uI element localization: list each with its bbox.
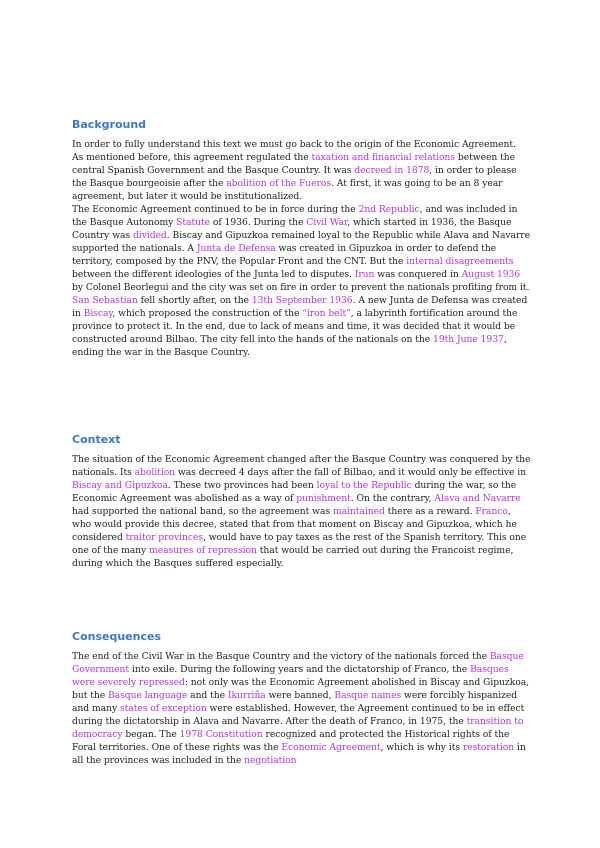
- text-run: were forcibly hispanized and many: [72, 690, 518, 714]
- section-body-consequences: [72, 650, 532, 767]
- section-heading-consequences: Consequences: [72, 630, 161, 643]
- highlighted-term: loyal to the Republic: [316, 480, 412, 491]
- highlighted-term: Basques were severely repressed: [72, 664, 509, 688]
- section-background: [72, 118, 532, 359]
- highlighted-term: restoration: [462, 742, 515, 753]
- highlighted-term: 19th June 1937: [433, 334, 504, 345]
- highlighted-term: transition to democracy: [72, 716, 524, 740]
- highlighted-term: August 1936: [461, 269, 521, 280]
- text-run: , and was included in the Basque Autonomy: [72, 204, 518, 228]
- text-run: , which is why its: [380, 742, 463, 753]
- paragraph: [72, 138, 532, 151]
- section-heading-context: Context: [72, 433, 121, 446]
- highlighted-term: states of exception: [119, 703, 207, 714]
- text-run: fell shortly after, on the: [137, 295, 252, 306]
- text-run: . A new Junta de Defensa was created in: [72, 295, 528, 319]
- text-run: . These two provinces had been: [167, 480, 317, 491]
- section-consequences: [72, 630, 532, 767]
- text-run: As mentioned before, this agreement regulated the: [72, 152, 312, 163]
- text-run: between the different ideologies of the Junta led to disputes.: [72, 269, 355, 280]
- text-run: , which proposed the construction of the: [112, 308, 303, 319]
- text-run: , who would provide this decree, stated that from that moment on Biscay and Gipuzkoa, which he considered: [72, 506, 517, 543]
- text-run: that would be carried out during the Francoist regime, during which the Basques suffered especially.: [72, 545, 514, 569]
- highlighted-term: maintained: [332, 506, 385, 517]
- text-run: was created in Gipuzkoa in order to defend the territory, composed by the PNV, the Popular Front and the CNT. But the: [72, 243, 497, 267]
- highlighted-term: 13th September 1936: [251, 295, 353, 306]
- highlighted-term: Junta de Defensa: [196, 243, 276, 254]
- text-run: of 1936. During the: [209, 217, 307, 228]
- text-run: there as a reward.: [384, 506, 476, 517]
- text-run: . At first, it was going to be an 8 year agreement, but later it would be institutionalized.: [72, 178, 503, 202]
- text-run: by Colonel Beorlegui and the city was set on fire in order to prevent the nationals profiting from it.: [72, 282, 530, 293]
- highlighted-term: Biscay and Gipuzkoa: [72, 480, 168, 491]
- section-heading-background: Background: [72, 118, 147, 131]
- highlighted-term: abolition of the Fueros: [226, 178, 332, 189]
- text-run: . On the contrary,: [350, 493, 435, 504]
- text-run: during the war, so the Economic Agreement was abolished as a way of: [72, 480, 517, 504]
- highlighted-term: 1978 Constitution: [179, 729, 263, 740]
- highlighted-term: 2nd Republic: [358, 204, 420, 215]
- text-run: , would have to pay taxes as the rest of the Spanish territory. This one one of the many: [72, 532, 527, 556]
- highlighted-term: Civil War: [306, 217, 348, 228]
- text-run: in all the provinces was included in the: [72, 742, 526, 766]
- highlighted-term: Ikurriña: [227, 690, 266, 701]
- highlighted-term: Basque Government: [72, 651, 524, 675]
- highlighted-term: punishment: [296, 493, 351, 504]
- section-body-background: [72, 138, 532, 359]
- text-run: The Economic Agreement continued to be in force during the: [72, 204, 359, 215]
- text-run: , ending the war in the Basque Country.: [72, 334, 507, 358]
- text-run: : not only was the Economic Agreement abolished in Biscay and Gipuzkoa, but the: [72, 677, 529, 701]
- highlighted-term: Franco: [475, 506, 508, 517]
- highlighted-term: negotiation: [244, 755, 297, 766]
- paragraph: [72, 151, 532, 203]
- text-run: and the: [187, 690, 228, 701]
- text-run: was conquered in: [374, 269, 462, 280]
- text-run: began. The: [122, 729, 180, 740]
- text-run: , in order to please the Basque bourgeoisie after the: [72, 165, 517, 189]
- text-run: The end of the Civil War in the Basque Country and the victory of the nationals forced the: [72, 651, 490, 662]
- highlighted-term: Basque language: [107, 690, 188, 701]
- highlighted-term: measures of repression: [149, 545, 257, 556]
- text-run: . Biscay and Gipuzkoa remained loyal to the Republic while Alava and Navarre supported the nationals. A: [72, 230, 531, 254]
- highlighted-term: traitor provinces: [125, 532, 203, 543]
- text-run: were banned,: [265, 690, 335, 701]
- text-run: had supported the national band, so the agreement was: [72, 506, 333, 517]
- text-run: into exile. During the following years and the dictatorship of Franco, the: [129, 664, 471, 675]
- highlighted-term: Irun: [354, 269, 375, 280]
- paragraph: [72, 453, 532, 570]
- paragraph: [72, 650, 532, 767]
- highlighted-term: Biscay: [83, 308, 113, 319]
- highlighted-term: Alava and Navarre: [434, 493, 521, 504]
- text-run: The situation of the Economic Agreement changed after the Basque Country was conquered by the nationals. Its: [72, 454, 531, 478]
- text-run: , a labyrinth fortification around the province to protect it. In the end, due to lack of means and time, it was decided that it would be constructed around Bilbao. The city fell into the hands of the nationals on the: [72, 308, 518, 345]
- highlighted-term: abolition: [134, 467, 176, 478]
- text-run: , which started in 1936, the Basque Country was: [72, 217, 512, 241]
- highlighted-term: Economic Agreement: [281, 742, 381, 753]
- highlighted-term: internal disagreements: [406, 256, 514, 267]
- section-body-context: [72, 453, 532, 570]
- section-context: [72, 433, 532, 570]
- highlighted-term: Statute: [176, 217, 210, 228]
- paragraph: [72, 203, 532, 359]
- text-run: recognized and protected the Historical rights of the Foral territories. One of these rights was the: [72, 729, 510, 753]
- text-run: between the central Spanish Government and the Basque Country. It was: [72, 152, 516, 176]
- highlighted-term: divided: [132, 230, 167, 241]
- highlighted-term: taxation and financial relations: [311, 152, 456, 163]
- text-run: In order to fully understand this text we must go back to the origin of the Economic Agreement.: [72, 139, 516, 150]
- text-run: was decreed 4 days after the fall of Bilbao, and it would only be effective in: [175, 467, 527, 478]
- highlighted-term: decreed in 1878: [354, 165, 430, 176]
- highlighted-term: San Sebastian: [72, 295, 138, 306]
- highlighted-term: Basque names: [334, 690, 402, 701]
- text-run: were established. However, the Agreement continued to be in effect during the dictatorship in Alava and Navarre. After the death of Franco, in 1975, the: [72, 703, 525, 727]
- highlighted-term: “iron belt”: [302, 308, 351, 319]
